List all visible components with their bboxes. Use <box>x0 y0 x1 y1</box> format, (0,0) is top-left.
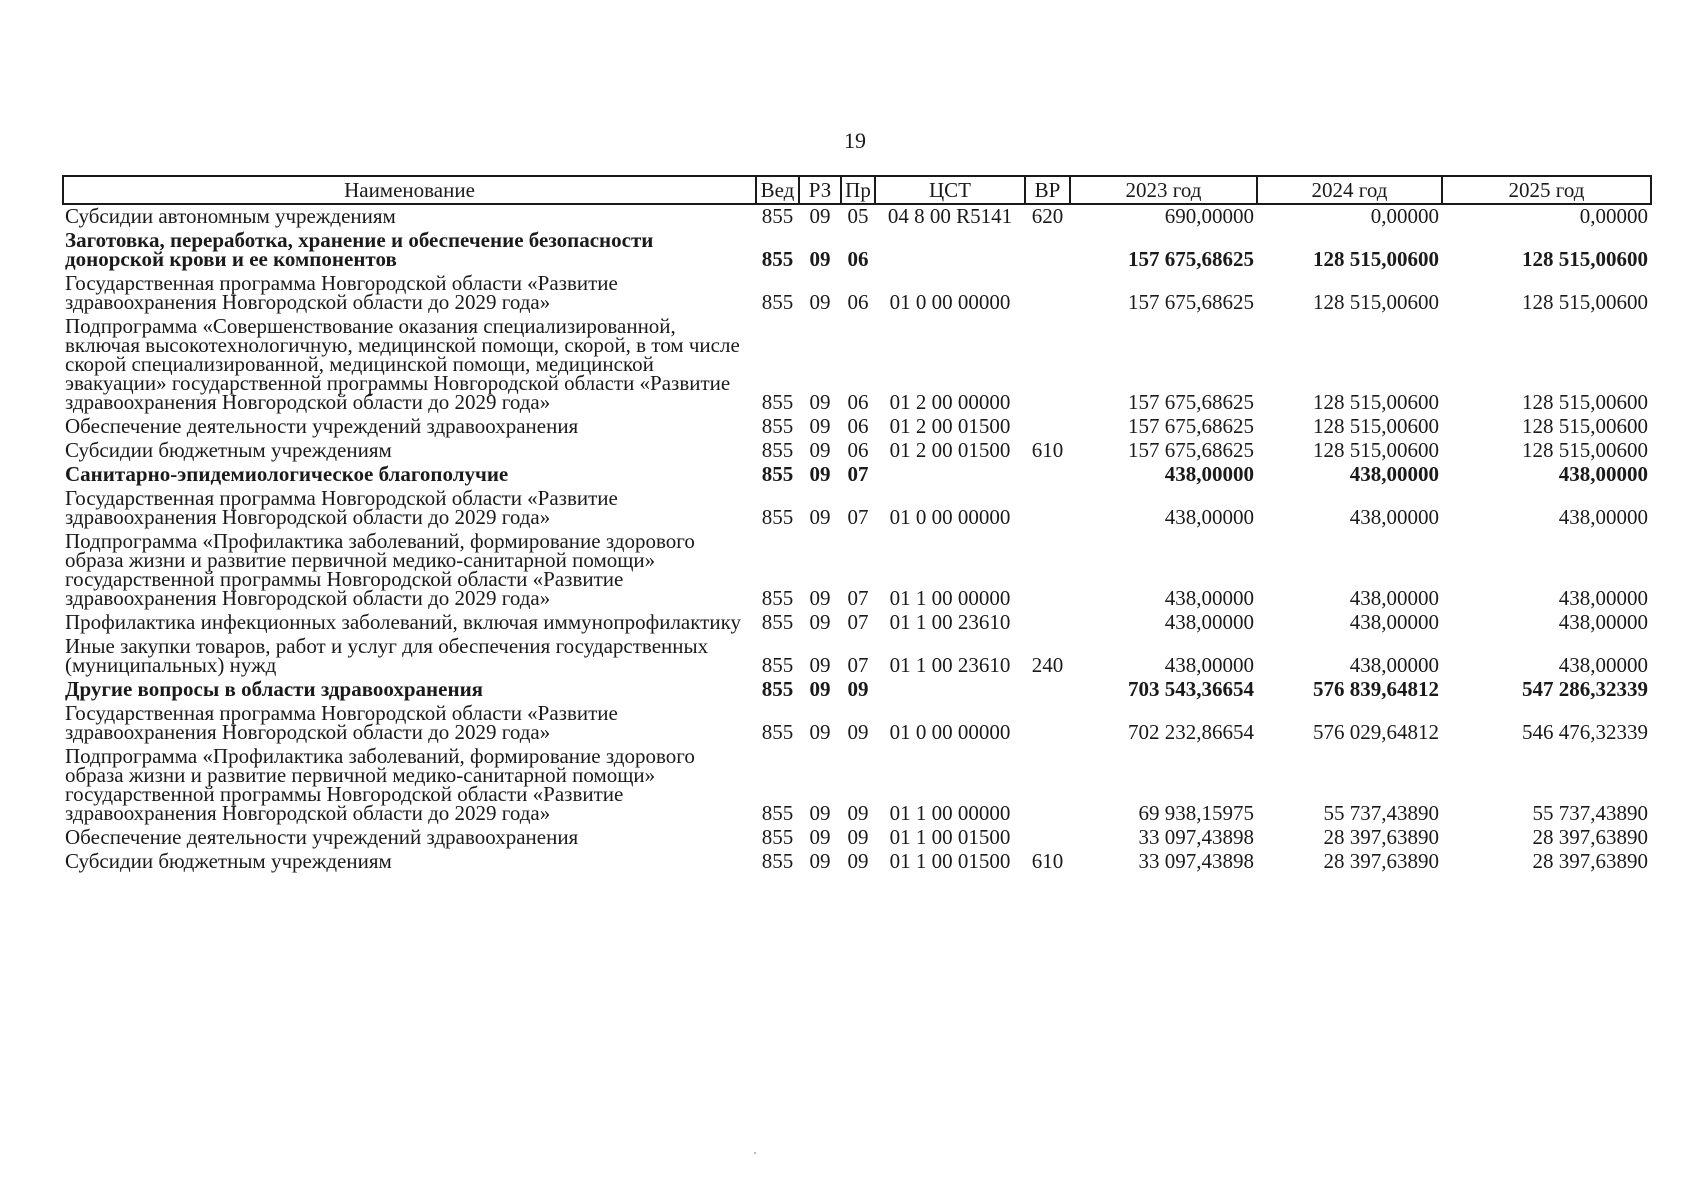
table-row <box>63 635 1651 678</box>
cell-2024: 128 515,00600 <box>1313 414 1439 438</box>
cell-rz: 09 <box>809 610 831 634</box>
cell-2023: 33 097,43898 <box>1138 849 1254 873</box>
cell-rz: 09 <box>809 462 831 486</box>
cell-vr <box>1025 315 1070 415</box>
table-row <box>63 272 1651 315</box>
cell-rz: 09 <box>809 247 831 271</box>
cell-ved: 855 <box>761 720 794 744</box>
cell-ved: 855 <box>761 438 794 462</box>
cell-vr <box>1025 678 1070 702</box>
cell-ved: 855 <box>761 610 794 634</box>
cell-2025: 128 515,00600 <box>1522 438 1648 462</box>
cell-2024: 28 397,63890 <box>1323 825 1439 849</box>
cell-rz: 09 <box>809 586 831 610</box>
cell-cst: 01 1 00 00000 <box>889 586 1011 610</box>
cell-2025: 128 515,00600 <box>1522 247 1648 271</box>
table-body <box>63 204 1651 874</box>
cell-2024: 128 515,00600 <box>1313 247 1439 271</box>
budget-table <box>62 175 1652 874</box>
cell-ved: 855 <box>761 247 794 271</box>
cell-2023: 703 543,36654 <box>1128 677 1254 701</box>
cell-2025: 438,00000 <box>1558 462 1648 486</box>
cell-2023: 157 675,68625 <box>1128 247 1254 271</box>
cell-pr: 07 <box>847 462 869 486</box>
cell-rz: 09 <box>809 414 831 438</box>
cell-cst: 01 2 00 01500 <box>889 414 1011 438</box>
cell-vr <box>1025 702 1070 745</box>
cell-2023: 157 675,68625 <box>1128 390 1254 414</box>
cell-rz: 09 <box>809 653 831 677</box>
table-row <box>63 204 1651 229</box>
cell-name: Иные закупки товаров, работ и услуг для обеспечения государственных (муниципальных) нужд <box>65 634 709 677</box>
cell-name: Обеспечение деятельности учреждений здравоохранения <box>65 414 579 438</box>
cell-2023: 438,00000 <box>1164 586 1254 610</box>
header-name: Наименование <box>63 176 756 204</box>
cell-2024: 576 029,64812 <box>1313 720 1439 744</box>
table-row <box>63 229 1651 272</box>
cell-cst: 01 0 00 00000 <box>889 505 1011 529</box>
cell-cst <box>875 678 1025 702</box>
cell-2024: 438,00000 <box>1349 462 1439 486</box>
table-row <box>63 315 1651 415</box>
header-ved: Вед <box>756 176 799 204</box>
cell-pr: 09 <box>847 849 869 873</box>
cell-cst: 01 1 00 01500 <box>889 825 1011 849</box>
cell-rz: 09 <box>809 204 831 228</box>
page-number: 19 <box>844 128 866 153</box>
cell-ved: 855 <box>761 505 794 529</box>
cell-2024: 0,00000 <box>1370 204 1439 228</box>
table-row <box>63 415 1651 439</box>
table-row <box>63 678 1651 702</box>
cell-vr <box>1025 487 1070 530</box>
cell-2024: 438,00000 <box>1349 653 1439 677</box>
cell-2024: 28 397,63890 <box>1323 849 1439 873</box>
cell-rz: 09 <box>809 849 831 873</box>
cell-cst: 01 1 00 01500 <box>889 849 1011 873</box>
cell-2024: 55 737,43890 <box>1323 801 1439 825</box>
cell-cst: 01 1 00 23610 <box>889 610 1011 634</box>
cell-2023: 438,00000 <box>1164 610 1254 634</box>
cell-2025: 438,00000 <box>1558 653 1648 677</box>
cell-name: Государственная программа Новгородской области «Развитие здравоохранения Новгородской области до 2029 года» <box>65 701 618 744</box>
cell-2025: 438,00000 <box>1558 610 1648 634</box>
cell-2025: 0,00000 <box>1579 204 1648 228</box>
cell-name: Другие вопросы в области здравоохранения <box>65 677 484 701</box>
cell-pr: 06 <box>847 414 869 438</box>
cell-ved: 855 <box>761 801 794 825</box>
table-row <box>63 745 1651 826</box>
cell-pr: 07 <box>847 610 869 634</box>
cell-vr <box>1025 463 1070 487</box>
cell-2023: 157 675,68625 <box>1128 290 1254 314</box>
table-header-row <box>63 176 1651 204</box>
cell-name: Санитарно-эпидемиологическое благополучие <box>65 462 509 486</box>
cell-rz: 09 <box>809 505 831 529</box>
table-row <box>63 439 1651 463</box>
cell-name: Субсидии автономным учреждениям <box>65 204 396 228</box>
cell-pr: 06 <box>847 438 869 462</box>
cell-ved: 855 <box>761 414 794 438</box>
cell-cst: 01 0 00 00000 <box>889 290 1011 314</box>
cell-2025: 546 476,32339 <box>1522 720 1648 744</box>
header-vr: ВР <box>1025 176 1070 204</box>
table-row <box>63 530 1651 611</box>
cell-name: Заготовка, переработка, хранение и обеспечение безопасности донорской крови и ее компонентов <box>65 228 654 271</box>
table-row <box>63 487 1651 530</box>
cell-ved: 855 <box>761 462 794 486</box>
cell-vr <box>1025 415 1070 439</box>
cell-name: Профилактика инфекционных заболеваний, включая иммунопрофилактику <box>65 610 741 634</box>
cell-rz: 09 <box>809 390 831 414</box>
table-row <box>63 702 1651 745</box>
cell-vr: 620 <box>1031 204 1064 228</box>
cell-2023: 438,00000 <box>1164 653 1254 677</box>
cell-name: Подпрограмма «Совершенствование оказания специализированной, включая высокотехнологичную, медицинской помощи, скорой, в том числе скорой специализированной, медицинской помощи, медицинской эвакуации» государственной программы Новгородской области «Развитие здравоохранения Новгородской области до 2029 года» <box>65 314 740 414</box>
cell-name: Субсидии бюджетным учреждениям <box>65 849 392 873</box>
cell-ved: 855 <box>761 849 794 873</box>
cell-2025: 128 515,00600 <box>1522 290 1648 314</box>
cell-cst: 01 2 00 01500 <box>889 438 1011 462</box>
header-2025: 2025 год <box>1442 176 1651 204</box>
cell-name: Подпрограмма «Профилактика заболеваний, формирование здорового образа жизни и развитие первичной медико-санитарной помощи» государственной программы Новгородской области «Развитие здравоохранения Новгородской области до 2029 года» <box>65 744 695 825</box>
cell-pr: 09 <box>847 677 869 701</box>
cell-2025: 438,00000 <box>1558 505 1648 529</box>
cell-2025: 28 397,63890 <box>1532 825 1648 849</box>
cell-pr: 07 <box>847 505 869 529</box>
cell-vr: 610 <box>1031 849 1064 873</box>
cell-vr <box>1025 611 1070 635</box>
cell-cst: 01 0 00 00000 <box>889 720 1011 744</box>
cell-vr <box>1025 229 1070 272</box>
cell-name: Государственная программа Новгородской области «Развитие здравоохранения Новгородской области до 2029 года» <box>65 486 618 529</box>
cell-2023: 157 675,68625 <box>1128 438 1254 462</box>
cell-vr <box>1025 530 1070 611</box>
cell-rz: 09 <box>809 720 831 744</box>
cell-vr: 240 <box>1031 653 1064 677</box>
cell-pr: 09 <box>847 825 869 849</box>
cell-2024: 576 839,64812 <box>1313 677 1439 701</box>
cell-pr: 06 <box>847 290 869 314</box>
cell-pr: 07 <box>847 653 869 677</box>
cell-ved: 855 <box>761 586 794 610</box>
cell-ved: 855 <box>761 204 794 228</box>
cell-ved: 855 <box>761 290 794 314</box>
cell-2023: 438,00000 <box>1164 462 1254 486</box>
header-cst: ЦСТ <box>875 176 1025 204</box>
cell-rz: 09 <box>809 438 831 462</box>
cell-pr: 05 <box>847 204 869 228</box>
cell-2025: 55 737,43890 <box>1532 801 1648 825</box>
cell-2023: 438,00000 <box>1164 505 1254 529</box>
cell-2025: 128 515,00600 <box>1522 414 1648 438</box>
cell-vr <box>1025 745 1070 826</box>
table-row <box>63 850 1651 874</box>
cell-ved: 855 <box>761 390 794 414</box>
cell-rz: 09 <box>809 290 831 314</box>
cell-vr <box>1025 272 1070 315</box>
cell-2023: 702 232,86654 <box>1128 720 1254 744</box>
cell-2024: 128 515,00600 <box>1313 390 1439 414</box>
cell-pr: 06 <box>847 247 869 271</box>
header-pr: Пр <box>841 176 875 204</box>
cell-name: Обеспечение деятельности учреждений здравоохранения <box>65 825 579 849</box>
header-rz: РЗ <box>799 176 841 204</box>
cell-ved: 855 <box>761 677 794 701</box>
cell-ved: 855 <box>761 825 794 849</box>
cell-2024: 438,00000 <box>1349 610 1439 634</box>
header-2024: 2024 год <box>1257 176 1442 204</box>
cell-rz: 09 <box>809 825 831 849</box>
cell-2023: 690,00000 <box>1164 204 1254 228</box>
cell-vr: 610 <box>1031 438 1064 462</box>
cell-2025: 28 397,63890 <box>1532 849 1648 873</box>
cell-cst: 01 1 00 00000 <box>889 801 1011 825</box>
cell-pr: 07 <box>847 586 869 610</box>
cell-cst: 01 2 00 00000 <box>889 390 1011 414</box>
scan-speck <box>754 1152 756 1154</box>
cell-name: Субсидии бюджетным учреждениям <box>65 438 392 462</box>
cell-2025: 438,00000 <box>1558 586 1648 610</box>
cell-2023: 33 097,43898 <box>1138 825 1254 849</box>
cell-2023: 157 675,68625 <box>1128 414 1254 438</box>
cell-pr: 09 <box>847 801 869 825</box>
table-row <box>63 463 1651 487</box>
table-row <box>63 611 1651 635</box>
cell-name: Государственная программа Новгородской области «Развитие здравоохранения Новгородской области до 2029 года» <box>65 271 618 314</box>
cell-cst: 01 1 00 23610 <box>889 653 1011 677</box>
cell-2024: 128 515,00600 <box>1313 438 1439 462</box>
cell-vr <box>1025 826 1070 850</box>
header-2023: 2023 год <box>1070 176 1257 204</box>
cell-rz: 09 <box>809 801 831 825</box>
cell-pr: 06 <box>847 390 869 414</box>
cell-cst: 04 8 00 R5141 <box>887 204 1013 228</box>
cell-name: Подпрограмма «Профилактика заболеваний, формирование здорового образа жизни и развитие первичной медико-санитарной помощи» государственной программы Новгородской области «Развитие здравоохранения Новгородской области до 2029 года» <box>65 529 695 610</box>
cell-2025: 547 286,32339 <box>1522 677 1648 701</box>
cell-2024: 438,00000 <box>1349 586 1439 610</box>
cell-2025: 128 515,00600 <box>1522 390 1648 414</box>
cell-pr: 09 <box>847 720 869 744</box>
table-row <box>63 826 1651 850</box>
cell-2024: 438,00000 <box>1349 505 1439 529</box>
cell-ved: 855 <box>761 653 794 677</box>
cell-rz: 09 <box>809 677 831 701</box>
cell-2023: 69 938,15975 <box>1138 801 1254 825</box>
cell-cst <box>875 229 1025 272</box>
cell-2024: 128 515,00600 <box>1313 290 1439 314</box>
cell-cst <box>875 463 1025 487</box>
